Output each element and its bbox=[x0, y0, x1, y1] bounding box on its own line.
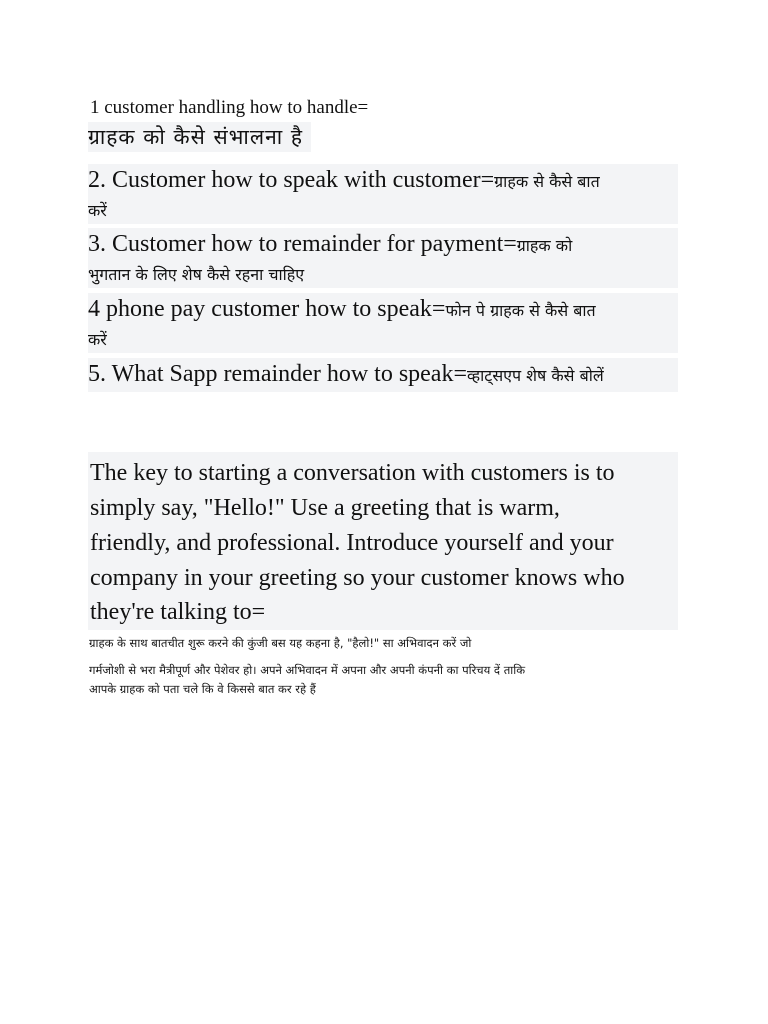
list-item bbox=[88, 164, 678, 198]
list-item-english: 2. Customer how to speak with customer= bbox=[88, 167, 495, 193]
paragraph-line: friendly, and professional. Introduce yourself and your bbox=[90, 530, 614, 556]
list-item-continuation: भुगतान के लिए शेष कैसे रहना चाहिए bbox=[88, 262, 678, 288]
hindi-translation-line: गर्मजोशी से भरा मैत्रीपूर्ण और पेशेवर हो। अपने अभिवादन में अपना और अपनी कंपनी का परिचय दें ताकि bbox=[89, 663, 526, 677]
list-item bbox=[88, 293, 678, 327]
paragraph-line: The key to starting a conversation with customers is to bbox=[90, 460, 615, 486]
list-item-hindi: व्हाट्सएप शेष कैसे बोलें bbox=[467, 366, 604, 385]
list-item-english: 5. What Sapp remainder how to speak= bbox=[88, 361, 467, 387]
hindi-translation-line: ग्राहक के साथ बातचीत शुरू करने की कुंजी बस यह कहना है, "हैलो!" सा अभिवादन करें जो bbox=[89, 636, 472, 650]
list-item bbox=[88, 358, 678, 392]
list-item-continuation: करें bbox=[88, 198, 678, 224]
list-item-continuation: करें bbox=[88, 327, 678, 353]
list-item-english: 3. Customer how to remainder for payment= bbox=[88, 231, 517, 257]
english-paragraph bbox=[88, 452, 678, 630]
list-item-hindi: ग्राहक को bbox=[516, 236, 573, 255]
paragraph-line: simply say, "Hello!" Use a greeting that is warm, bbox=[90, 495, 560, 521]
hindi-translation-line: आपके ग्राहक को पता चले कि वे किससे बात कर रहे हैं bbox=[89, 682, 316, 696]
paragraph-line: they're talking to= bbox=[90, 599, 266, 625]
list-item bbox=[88, 228, 678, 262]
list-title-hindi: ग्राहक को कैसे संभालना है bbox=[88, 122, 311, 152]
list-item-hindi: ग्राहक से कैसे बात bbox=[494, 172, 600, 191]
list-item-hindi: फोन पे ग्राहक से कैसे बात bbox=[445, 301, 596, 320]
list-item-english: 4 phone pay customer how to speak= bbox=[88, 296, 446, 322]
list-title: 1 customer handling how to handle= bbox=[90, 97, 369, 118]
paragraph-line: company in your greeting so your customer knows who bbox=[90, 565, 625, 591]
